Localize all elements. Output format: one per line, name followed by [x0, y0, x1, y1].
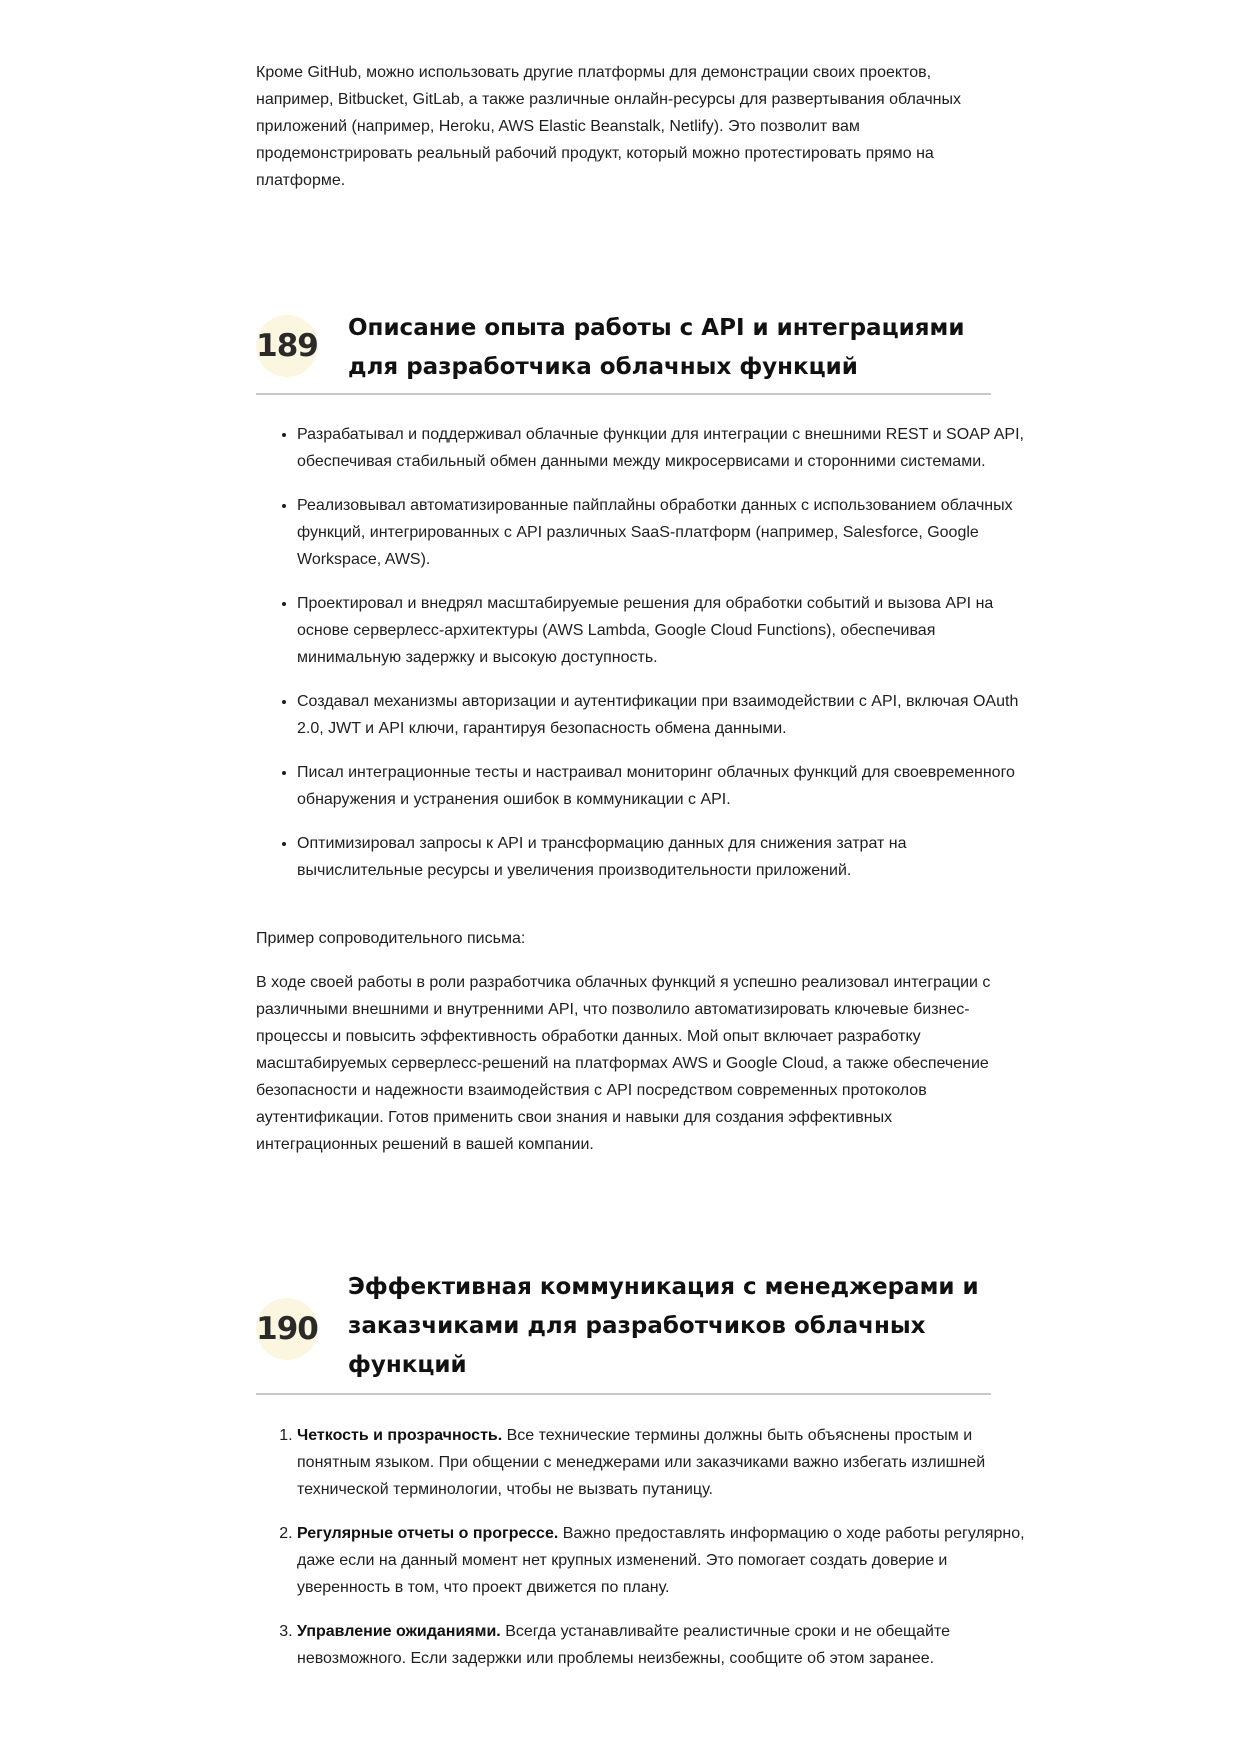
section-title: Эффективная коммуникация с менеджерами и заказчиками для разработчиков облачных функций — [348, 1274, 979, 1378]
list-item: • Писал интеграционные тесты и настраивал мониторинг облачных функций для своевременного обнаружения и устранения ошибок в коммуникации с API. — [297, 759, 1032, 813]
list-item — [297, 1520, 1032, 1601]
list-item: • Разрабатывал и поддерживал облачные функции для интеграции с внешними REST и SOAP API, обеспечивая стабильный обмен данными между микросервисами и сторонними системами. — [297, 421, 1032, 475]
item-term: Регулярные отчеты о прогрессе. — [297, 1525, 559, 1542]
section-189-header — [256, 305, 991, 395]
item-term: Четкость и прозрачность. — [297, 1427, 503, 1444]
item-text: Всегда устанавливайте реалистичные сроки и не обещайте невозможного. Если задержки или проблемы неизбежны, сообщите об этом заранее. — [297, 1623, 951, 1667]
list-item: • Реализовывал автоматизированные пайплайны обработки данных с использованием облачных функций, интегрированных с API различных SaaS-платформ (например, Salesforce, Google Workspace, AWS). — [297, 492, 1032, 573]
section-190-header — [256, 1266, 991, 1395]
communication-list — [256, 1422, 1032, 1689]
list-item: • Оптимизировал запросы к API и трансформацию данных для снижения затрат на вычислительные ресурсы и увеличения производительности приложений. — [297, 830, 1032, 884]
section-number-badge: 190 — [256, 1298, 318, 1360]
letter-paragraph: В ходе своей работы в роли разработчика облачных функций я успешно реализовал интеграции с различными внешними и внутренними API, что позволило автоматизировать ключевые бизнес-процессы и повысить эффективность обработки данных. Мой опыт включает разработку масштабируемых серверлесс-решений на платформах AWS и Google Cloud, а также обеспечение безопасности и надежности взаимодействия с API посредством современных протоколов аутентификации. Готов применить свои знания и навыки для создания эффективных интеграционных решений в вашей компании. — [256, 974, 991, 1153]
section-title: Описание опыта работы с API и интеграциями для разработчика облачных функций — [348, 315, 965, 380]
list-item — [297, 1422, 1032, 1503]
item-term: Управление ожиданиями. — [297, 1623, 501, 1640]
intro-paragraph: Кроме GitHub, можно использовать другие платформы для демонстрации своих проектов, например, Bitbucket, GitLab, а также различные онлайн-ресурсы для развертывания облачных приложений (например, Heroku, AWS Elastic Beanstalk, Netlify). Это позволит вам продемонстрировать реальный рабочий продукт, который можно протестировать прямо на платформе. — [256, 64, 962, 189]
item-text: Важно предоставлять информацию о ходе работы регулярно, даже если на данный момент нет крупных изменений. Это помогает создать доверие и уверенность в том, что проект движется по плану. — [297, 1525, 1025, 1596]
section-number-badge: 189 — [256, 315, 318, 377]
experience-list — [256, 421, 1032, 901]
list-item: • Создавал механизмы авторизации и аутентификации при взаимодействии с API, включая OAuth 2.0, JWT и API ключи, гарантируя безопасность обмена данными. — [297, 688, 1032, 742]
list-item: • Проектировал и внедрял масштабируемые решения для обработки событий и вызова API на основе серверлесс-архитектуры (AWS Lambda, Google Cloud Functions), обеспечивая минимальную задержку и высокую доступность. — [297, 590, 1032, 671]
letter-label: Пример сопроводительного письма: — [256, 930, 526, 947]
list-item — [297, 1618, 1032, 1672]
item-text: Все технические термины должны быть объяснены простым и понятным языком. При общении с менеджерами или заказчиками важно избегать излишней технической терминологии, чтобы не вызвать путаницу. — [297, 1427, 986, 1498]
